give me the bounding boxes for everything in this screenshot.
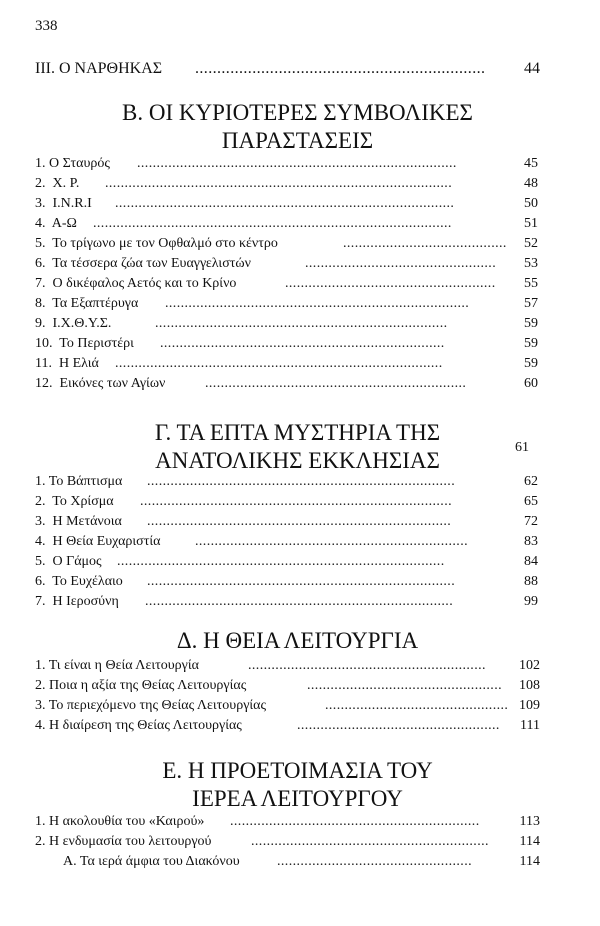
dot-leader: ......................................................................... (160, 336, 445, 351)
dot-leader: ........................................................................... (155, 316, 448, 331)
toc-entry[interactable] (35, 812, 540, 831)
toc-entry-page: 60 (524, 376, 538, 391)
toc-entry-title: Α. Τα ιερά άμφια του Διακόνου (63, 854, 240, 869)
toc-entry-page: 53 (524, 256, 538, 271)
toc-entry[interactable] (35, 676, 540, 695)
toc-entry-page: 113 (519, 814, 540, 829)
toc-entry[interactable] (35, 194, 538, 213)
toc-entry[interactable] (35, 214, 538, 233)
toc-entry-title: 4. Α-Ω (35, 216, 77, 231)
toc-entry-title: 3. Η Μετάνοια (35, 514, 122, 529)
toc-entry-page: 111 (520, 718, 540, 733)
toc-entry-title: 7. Η Ιεροσύνη (35, 594, 119, 609)
toc-entry[interactable] (35, 512, 538, 531)
toc-entry-page: 48 (524, 176, 538, 191)
toc-entry-title: 4. Η Θεία Ευχαριστία (35, 534, 161, 549)
toc-entry-page: 50 (524, 196, 538, 211)
toc-entry-page: 114 (519, 834, 540, 849)
dot-leader: ............................................................................................ (93, 216, 452, 231)
dot-leader: .............................................................................. (165, 296, 470, 311)
toc-entry-title: 5. Ο Γάμος (35, 554, 102, 569)
toc-entry-page: 55 (524, 276, 538, 291)
toc-entry-title: 9. Ι.Χ.Θ.Υ.Σ. (35, 316, 112, 331)
toc-entry[interactable] (35, 492, 538, 511)
dot-leader: ................................................. (305, 256, 497, 271)
dot-leader: .................................................................................... (117, 554, 445, 569)
toc-entry-page: 109 (519, 698, 540, 713)
toc-entry-page: 84 (524, 554, 538, 569)
dot-leader: ............................................................. (248, 658, 486, 673)
toc-entry-page: 99 (524, 594, 538, 609)
dot-leader: .................................................. (307, 678, 502, 693)
toc-entry[interactable] (35, 472, 538, 491)
toc-entry-page: 108 (519, 678, 540, 693)
toc-entry-page: 83 (524, 534, 538, 549)
toc-entry-title: 3. Το περιεχόμενο της Θείας Λειτουργίας (35, 698, 267, 713)
toc-entry[interactable] (35, 274, 538, 293)
dot-leader: ....................................................................................... (115, 196, 455, 211)
toc-entry-title: III. Ο ΝΑΡΘΗΚΑΣ (35, 60, 163, 77)
toc-entry-title: 4. Η διαίρεση της Θείας Λειτουργίας (35, 718, 242, 733)
toc-entry-title: 1. Η ακολουθία του «Καιρού» (35, 814, 205, 829)
toc-entry[interactable] (35, 572, 538, 591)
toc-entry-title: 7. Ο δικέφαλος Αετός και το Κρίνο (35, 276, 237, 291)
toc-entry[interactable] (35, 294, 538, 313)
dot-leader: .................................................................................... (115, 356, 443, 371)
dot-leader: ................................................................... (205, 376, 467, 391)
toc-entry-title: 2. Η ενδυμασία του λειτουργού (35, 834, 212, 849)
toc-entry-title: 12. Εικόνες των Αγίων (35, 376, 166, 391)
toc-entry-page: 44 (524, 60, 540, 77)
dot-leader: .............................................................................. (147, 514, 452, 529)
toc-entry[interactable] (35, 552, 538, 571)
toc-entry[interactable] (63, 852, 540, 871)
dot-leader: .......................................... (343, 236, 507, 251)
toc-entry-title: 5. Το τρίγωνο με τον Οφθαλμό στο κέντρο (35, 236, 278, 251)
toc-entry-title: 2. Χ. Ρ. (35, 176, 80, 191)
dot-leader: .................................................. (277, 854, 472, 869)
toc-entry[interactable] (35, 592, 538, 611)
toc-entry[interactable] (35, 314, 538, 333)
toc-entry-page: 72 (524, 514, 538, 529)
toc-entry-page: 52 (524, 236, 538, 251)
toc-entry[interactable] (35, 254, 538, 273)
toc-entry-page: 45 (524, 156, 538, 171)
toc-entry-title: 11. Η Ελιά (35, 356, 99, 371)
dot-leader: .................................................... (297, 718, 500, 733)
toc-entry[interactable] (35, 154, 538, 173)
dot-leader: .................................................................. (195, 60, 486, 77)
dot-leader: ............................................................................... (145, 594, 454, 609)
toc-entry-title: 6. Το Ευχέλαιο (35, 574, 123, 589)
section-e-heading-line1: Ε. Η ΠΡΟΕΤΟΙΜΑΣΙΑ ΤΟΥ (162, 758, 433, 783)
dot-leader: ................................................................ (230, 814, 480, 829)
page-number: 338 (35, 18, 58, 34)
toc-entry-title: 8. Τα Εξαπτέρυγα (35, 296, 139, 311)
toc-entry-page: 62 (524, 474, 538, 489)
toc-entry-title: 6. Τα τέσσερα ζώα των Ευαγγελιστών (35, 256, 251, 271)
toc-entry-page: 59 (524, 336, 538, 351)
toc-entry[interactable] (35, 716, 540, 735)
dot-leader: ......................................................................................... (105, 176, 453, 191)
section-c-heading-line2: ΑΝΑΤΟΛΙΚΗΣ ΕΚΚΛΗΣΙΑΣ (155, 448, 440, 473)
toc-entry[interactable] (35, 696, 540, 715)
toc-entry-page: 59 (524, 316, 538, 331)
toc-entry-page: 102 (519, 658, 540, 673)
dot-leader: ...................................................................... (195, 534, 468, 549)
toc-entry-title: 1. Το Βάπτισμα (35, 474, 123, 489)
toc-entry-title: 3. I.N.R.I (35, 196, 92, 211)
section-d-heading: Δ. Η ΘΕΙΑ ΛΕΙΤΟΥΡΓΙΑ (176, 628, 419, 653)
toc-entry[interactable] (35, 832, 540, 851)
dot-leader: ................................................................................ (140, 494, 452, 509)
toc-entry-narthex[interactable] (35, 58, 540, 80)
toc-entry-title: 2. Ποια η αξία της Θείας Λειτουργίας (35, 678, 247, 693)
section-e-heading-line2: ΙΕΡΕΑ ΛΕΙΤΟΥΡΓΟΥ (192, 786, 403, 811)
dot-leader: ............................................................................... (147, 474, 456, 489)
dot-leader: ............................................................. (251, 834, 489, 849)
toc-entry-title: 10. Το Περιστέρι (35, 336, 134, 351)
toc-entry[interactable] (35, 174, 538, 193)
dot-leader: ...................................................... (285, 276, 496, 291)
toc-entry-page: 114 (519, 854, 540, 869)
toc-entry[interactable] (35, 334, 538, 353)
toc-entry[interactable] (35, 656, 540, 675)
section-b-heading-line2: ΠΑΡΑΣΤΑΣΕΙΣ (221, 128, 374, 153)
section-b-heading-line1: Β. ΟΙ ΚΥΡΙΟΤΕΡΕΣ ΣΥΜΒΟΛΙΚΕΣ (122, 100, 473, 125)
section-c-heading-line1: Γ. ΤΑ ΕΠΤΑ ΜΥΣΤΗΡΙΑ ΤΗΣ (154, 420, 441, 445)
toc-entry[interactable] (35, 234, 538, 253)
toc-entry[interactable] (35, 354, 538, 373)
toc-entry[interactable] (35, 374, 538, 393)
dot-leader: .................................................................................. (137, 156, 457, 171)
toc-entry-title: 1. Τι είναι η Θεία Λειτουργία (35, 658, 199, 673)
toc-entry-page: 57 (524, 296, 538, 311)
toc-entry-title: 1. Ο Σταυρός (35, 156, 110, 171)
toc-entry-title: 2. Το Χρίσμα (35, 494, 114, 509)
dot-leader: ............................................... (325, 698, 509, 713)
section-c-page: 61 (515, 440, 529, 455)
toc-entry[interactable] (35, 532, 538, 551)
toc-entry-page: 59 (524, 356, 538, 371)
toc-entry-page: 65 (524, 494, 538, 509)
toc-entry-page: 88 (524, 574, 538, 589)
toc-entry-page: 51 (524, 216, 538, 231)
dot-leader: ............................................................................... (147, 574, 456, 589)
